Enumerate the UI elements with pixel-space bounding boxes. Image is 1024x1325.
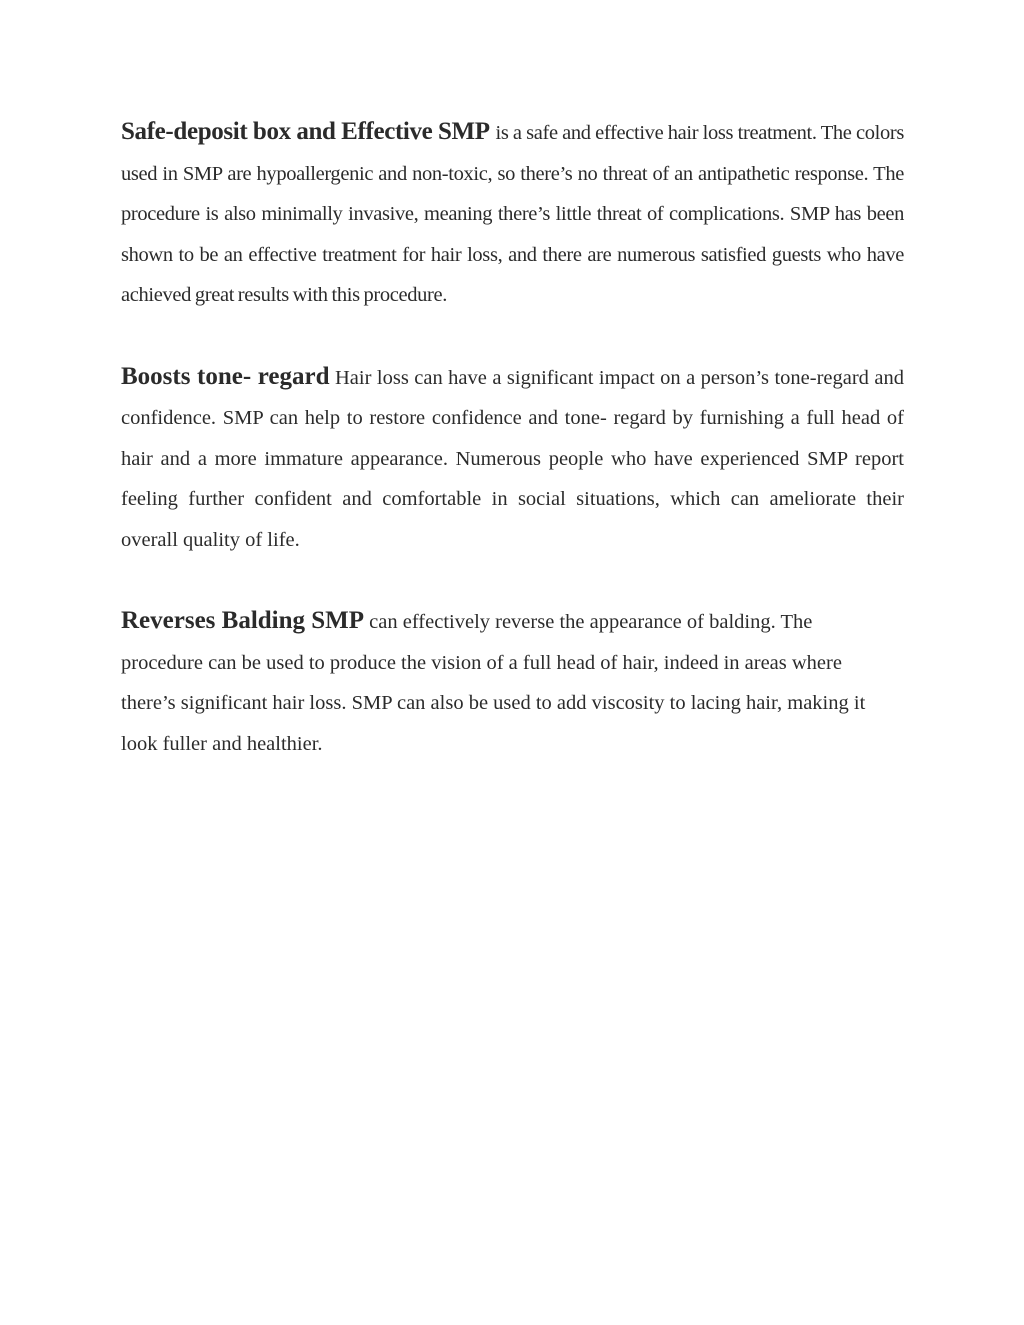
section-body: is a safe and effective hair loss treatment. The colors used in SMP are hypoallergenic and non-toxic, so there’s no threat of an antipathetic response. The procedure is also minimally invasive, meaning there’s little threat of complications. SMP has been shown to be an effective treatment for hair loss, and there are numerous satisfied guests who have achieved great results with this procedure. bbox=[121, 122, 904, 306]
section-boosts-tone-regard bbox=[121, 357, 904, 561]
section-safe-effective bbox=[121, 112, 904, 316]
section-heading: Reverses Balding SMP bbox=[121, 607, 365, 634]
document-page bbox=[121, 112, 904, 805]
section-body: Hair loss can have a significant impact on a person’s tone-regard and confidence. SMP can help to restore confidence and tone- regard by furnishing a full head of hair and a more immature appearance. Numerous people who have experienced SMP report feeling further confident and comfortable in social situations, which can ameliorate their overall quality of life. bbox=[121, 366, 904, 551]
section-body: can effectively reverse the appearance of balding. The procedure can be used to produce the vision of a full head of hair, indeed in areas where there’s significant hair loss. SMP can also be used to add viscosity to lacing hair, making it look fuller and healthier. bbox=[121, 611, 866, 755]
section-heading: Safe-deposit box and Effective SMP bbox=[121, 118, 490, 145]
section-reverses-balding bbox=[121, 601, 904, 764]
section-heading: Boosts tone- regard bbox=[121, 362, 330, 390]
